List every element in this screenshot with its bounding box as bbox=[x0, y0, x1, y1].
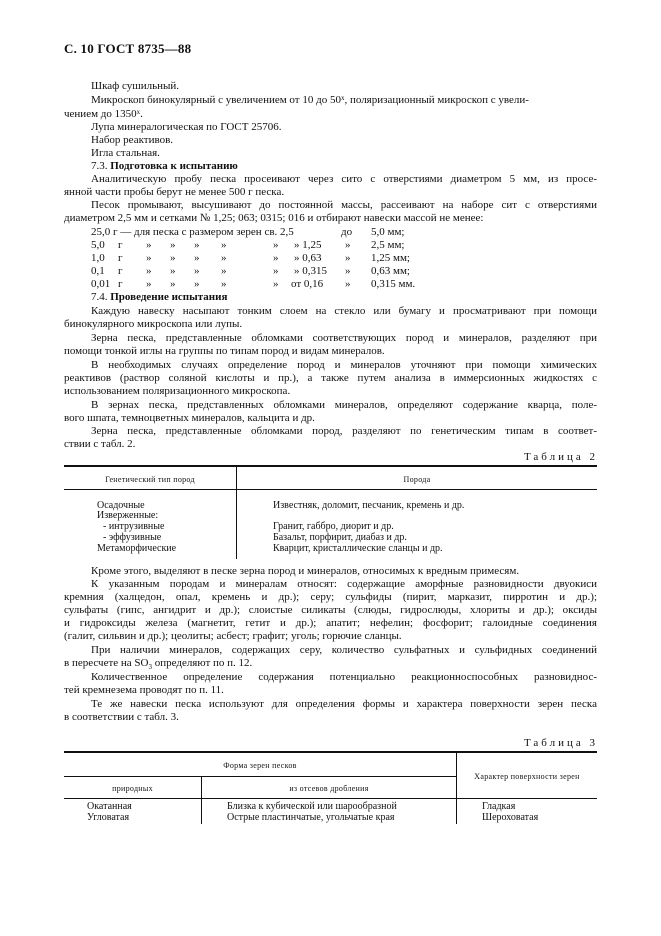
table-cell: Осадочные bbox=[97, 500, 145, 511]
table-cell: Изверженные: bbox=[97, 510, 159, 521]
sieve-cell: » bbox=[345, 278, 351, 290]
table-rule bbox=[64, 751, 597, 753]
section-heading: 7.4. Проведение испытания bbox=[91, 291, 228, 303]
table-col-header: Порода bbox=[403, 475, 431, 484]
table-group-header: Форма зерен песков bbox=[223, 761, 297, 770]
paragraph-line: помощи тонкой иглы на группы по типам пород и видам минералов. bbox=[64, 345, 385, 357]
table-cell: Окатанная bbox=[87, 801, 132, 812]
sieve-cell: » bbox=[170, 265, 176, 277]
table-caption: Таблица 2 bbox=[523, 451, 598, 463]
sieve-cell: » bbox=[345, 265, 351, 277]
table-cell: - интрузивные bbox=[103, 521, 165, 532]
table-col-header: из отсевов дробления bbox=[289, 784, 369, 793]
table-rule bbox=[64, 776, 456, 777]
table-cell: Шероховатая bbox=[482, 812, 539, 823]
table-caption: Таблица 3 bbox=[523, 737, 598, 749]
table-col-header: природных bbox=[112, 784, 153, 793]
sieve-cell: » bbox=[146, 239, 152, 251]
sieve-cell: 0,315 мм. bbox=[371, 278, 416, 290]
sieve-cell: » bbox=[273, 265, 279, 277]
sieve-cell: 0,63 мм; bbox=[371, 265, 410, 277]
table-cell: Известняк, доломит, песчаник, кремень и др. bbox=[273, 500, 465, 511]
sieve-cell: » bbox=[194, 265, 200, 277]
paragraph-line: ствии с табл. 2. bbox=[64, 438, 136, 450]
sieve-cell: 1,25 мм; bbox=[371, 252, 410, 264]
table-rule bbox=[64, 465, 597, 467]
sieve-cell: » bbox=[273, 278, 279, 290]
sieve-cell: » bbox=[170, 278, 176, 290]
sieve-cell: г bbox=[118, 278, 123, 290]
sieve-cell: » bbox=[146, 252, 152, 264]
table-rule bbox=[64, 798, 597, 799]
paragraph-line: Кроме этого, выделяют в песке зерна пород и минералов, относимых к вредным примесям. bbox=[91, 565, 520, 577]
sieve-cell: » bbox=[221, 265, 227, 277]
paragraph-line: Аналитическую пробу песка просеивают через сито с отверстиями диаметром 5 мм, из просе- bbox=[91, 173, 597, 185]
paragraph-line: использованием поляризационного микроскопа. bbox=[64, 385, 291, 397]
section-heading: 7.3. Подготовка к испытанию bbox=[91, 160, 238, 172]
sieve-cell: г bbox=[118, 252, 123, 264]
table-col-header: Генетический тип пород bbox=[105, 475, 195, 484]
sieve-cell: » bbox=[194, 252, 200, 264]
sieve-row-text: 25,0 г — для песка с размером зерен св. 2,5 bbox=[91, 226, 294, 238]
page-header: С. 10 ГОСТ 8735—88 bbox=[64, 41, 192, 56]
sieve-cell: 0,1 bbox=[91, 265, 105, 277]
paragraph-line: Количественное определение содержания потенциально реакционноспособных разновиднос- bbox=[91, 671, 597, 683]
sieve-cell: 2,5 мм; bbox=[371, 239, 405, 251]
sieve-cell: » bbox=[194, 278, 200, 290]
sieve-cell: » bbox=[146, 265, 152, 277]
paragraph-line: Песок промывают, высушивают до постоянной массы, рассеивают на наборе сит с отверстиями bbox=[91, 199, 597, 211]
equipment-item: Игла стальная. bbox=[91, 147, 160, 159]
table-cell: Кварцит, кристаллические сланцы и др. bbox=[273, 543, 443, 554]
table-cell: Базальт, порфирит, диабаз и др. bbox=[273, 532, 407, 543]
paragraph-line: Зерна песка, представленные обломками соответствующих пород и минералов, разделяют при bbox=[91, 332, 597, 344]
paragraph-line: В необходимых случаях определение пород и минералов уточняют при помощи химических bbox=[91, 359, 597, 371]
table-cell: Гранит, габбро, диорит и др. bbox=[273, 521, 394, 532]
sieve-cell: » bbox=[170, 239, 176, 251]
sieve-cell: » 1,25 bbox=[294, 239, 322, 251]
sieve-cell: » bbox=[146, 278, 152, 290]
paragraph-line: В зернах песка, представленных обломками минералов, определяют содержание кварца, поле- bbox=[91, 399, 597, 411]
sieve-cell: » bbox=[194, 239, 200, 251]
equipment-item: Лупа минералогическая по ГОСТ 25706. bbox=[91, 121, 282, 133]
sieve-cell: 5,0 bbox=[91, 239, 105, 251]
sieve-cell: до bbox=[341, 226, 353, 238]
table-rule bbox=[64, 489, 597, 490]
equipment-item: Микроскоп бинокулярный с увеличением от 10 до $50^х$, поляризационный микроскоп с увели- bbox=[91, 94, 529, 106]
paragraph-line: Каждую навеску насыпают тонким слоем на стекло или бумагу и просматривают при помощи bbox=[91, 305, 597, 317]
paragraph-line: в пересчете на $SO_3$ определяют по п. 12. bbox=[64, 657, 253, 671]
paragraph-line: Те же навески песка используют для определения формы и характера поверхности зерен песка bbox=[91, 698, 597, 710]
sieve-cell: » 0,315 bbox=[294, 265, 327, 277]
sieve-cell: г bbox=[118, 265, 123, 277]
sieve-cell: » 0,63 bbox=[294, 252, 322, 264]
paragraph-line: Зерна песка, представленные обломками пород, разделяют по генетическим типам в соответ- bbox=[91, 425, 597, 437]
equipment-item-cont: чением до $1350^х$. bbox=[64, 108, 143, 120]
paragraph-line: К указанным породам и минералам относят: содержащие аморфные разновидности двуокиси bbox=[91, 578, 597, 590]
paragraph-line: При наличии минералов, содержащих серу, количество сульфатных и сульфидных соединений bbox=[91, 644, 597, 656]
sieve-cell: г bbox=[118, 239, 123, 251]
table-col-header: Характер поверхности зерен bbox=[474, 772, 580, 781]
sieve-cell: » bbox=[345, 239, 351, 251]
paragraph-line: кремния (халцедон, опал, кремень и др.); серу; сульфиды (пирит, марказит, пирротин и др.); bbox=[64, 591, 597, 603]
sieve-cell: » bbox=[221, 278, 227, 290]
table-col-divider bbox=[201, 798, 202, 824]
table-cell: Угловатая bbox=[87, 812, 130, 823]
sieve-cell: » bbox=[345, 252, 351, 264]
table-col-divider bbox=[236, 489, 237, 559]
table-cell: - эффузивные bbox=[103, 532, 162, 543]
paragraph-line: сульфаты (гипс, ангидрит и др.); слоистые силикаты (слюды, гидрослюды, хлориты и др.); оксиды bbox=[64, 604, 597, 616]
paragraph-line: и гидроксиды железа (магнетит, гетит и др.); апатит; нефелин; фосфорит; галоидные соединения bbox=[64, 617, 597, 629]
equipment-item: Набор реактивов. bbox=[91, 134, 174, 146]
table-col-divider bbox=[456, 751, 457, 824]
sieve-cell: 5,0 мм; bbox=[371, 226, 405, 238]
sieve-cell: » bbox=[221, 239, 227, 251]
paragraph-line: реактивов (раствор соляной кислоты и пр.), а также путем анализа в иммерсионных жидкостях с bbox=[64, 372, 597, 384]
sieve-cell: » bbox=[273, 252, 279, 264]
sieve-cell: » bbox=[170, 252, 176, 264]
sieve-cell: » bbox=[273, 239, 279, 251]
paragraph-line: бинокулярного микроскопа или лупы. bbox=[64, 318, 243, 330]
paragraph-line: (галит, сильвин и др.); цеолиты; асбест; графит; уголь; горючие сланцы. bbox=[64, 630, 402, 642]
equipment-item: Шкаф сушильный. bbox=[91, 80, 180, 92]
sieve-cell: 1,0 bbox=[91, 252, 105, 264]
table-cell: Близка к кубической или шарообразной bbox=[227, 801, 397, 812]
table-cell: Метаморфические bbox=[97, 543, 177, 554]
sieve-cell: от 0,16 bbox=[291, 278, 324, 290]
paragraph-line: янной части пробы берут не менее 500 г песка. bbox=[64, 186, 285, 198]
paragraph-line: в соответствии с табл. 3. bbox=[64, 711, 179, 723]
table-cell: Гладкая bbox=[482, 801, 516, 812]
paragraph-line: диаметром 2,5 мм и сетками № 1,25; 063; 0315; 016 и отбирают навески массой не менее: bbox=[64, 212, 484, 224]
table-cell: Острые пластинчатые, угольчатые края bbox=[227, 812, 395, 823]
paragraph-line: вого шпата, темноцветных минералов, кальцита и др. bbox=[64, 412, 315, 424]
sieve-cell: 0,01 bbox=[91, 278, 111, 290]
paragraph-line: тей кремнезема проводят по п. 11. bbox=[64, 684, 224, 696]
sieve-cell: » bbox=[221, 252, 227, 264]
